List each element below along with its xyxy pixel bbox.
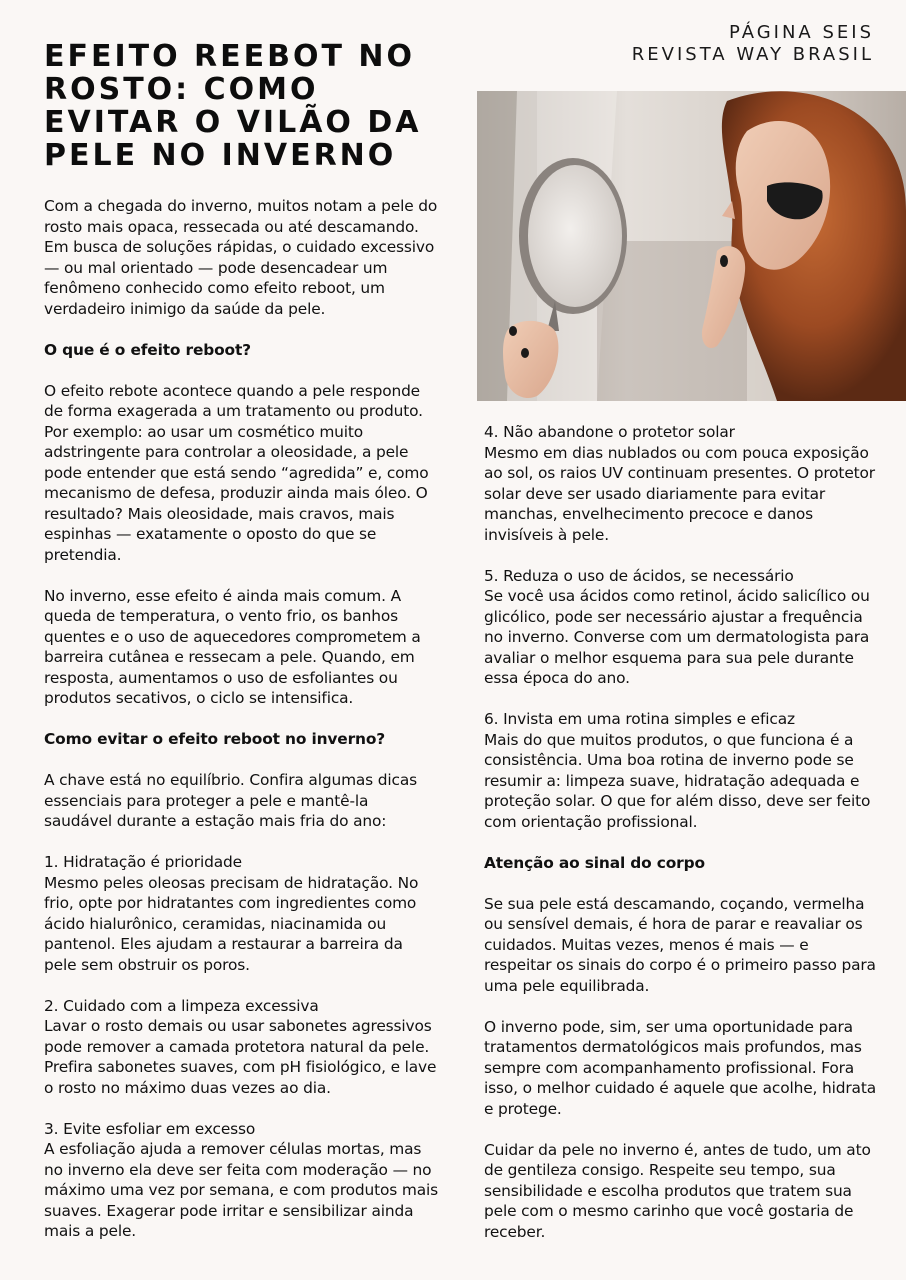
section-heading-how-to-avoid: Como evitar o efeito reboot no inverno? [44,730,386,748]
tip-6 [484,709,876,832]
paragraph-signals: Se sua pele está descamando, coçando, vermelha ou sensível demais, é hora de parar e reavaliar os cuidados. Muitas vezes, menos é mais — e respeitar os sinais do corpo é o primeiro passo para uma pele equilibrada. [484,894,876,995]
paragraph-winter: No inverno, esse efeito é ainda mais comum. A queda de temperatura, o vento frio, os banhos quentes e o uso de aquecedores comprometem a barreira cutânea e ressecam a pele. Quando, em resposta, aumentamos o uso de esfoliantes ou produtos secativos, o ciclo se intensifica. [44,586,421,707]
tip-6-text: Mais do que muitos produtos, o que funciona é a consistência. Uma boa rotina de inverno pode se resumir a: limpeza suave, hidratação adequada e proteção solar. O que for além disso, deve ser feito com orientação profissional. [484,730,871,831]
tip-1 [44,852,438,975]
article-title: EFEITO REEBOT NO ROSTO: COMO EVITAR O VILÃO DA PELE NO INVERNO [44,39,422,173]
page-number-label: PÁGINA SEIS [729,22,874,43]
left-column [44,196,438,1262]
paragraph-definition: O efeito rebote acontece quando a pele responde de forma exagerada a um tratamento ou produto. Por exemplo: ao usar um cosmético muito adstringente para controlar a oleosidade, a pele pode entender que está sendo “agredida” e, como mecanismo de defesa, produzir ainda mais óleo. O resultado? Mais oleosidade, mais cravos, mais espinhas — exatamente o oposto do que se pretendia. [44,381,429,564]
section-heading-what-is: O que é o efeito reboot? [44,340,251,359]
tip-4 [484,422,876,545]
tip-3-text: A esfoliação ajuda a remover células mortas, mas no inverno ela deve ser feita com moderação — no máximo uma vez por semana, e com produtos mais suaves. Exagerar pode irritar e sensibilizar ainda mais a pele. [44,1140,439,1240]
tip-2-title: 2. Cuidado com a limpeza excessiva [44,996,319,1015]
tip-4-text: Mesmo em dias nublados ou com pouca exposição ao sol, os raios UV continuam presentes. O protetor solar deve ser usado diariamente para evitar manchas, envelhecimento precoce e danos invisíveis à pele. [484,443,875,544]
magazine-name: REVISTA WAY BRASIL [631,44,874,65]
tip-5-text: Se você usa ácidos como retinol, ácido salicílico ou glicólico, pode ser necessário ajustar a frequência no inverno. Converse com um dermatologista para avaliar o melhor esquema para sua pele durante essa época do ano. [484,587,870,687]
section-heading-body-signals: Atenção ao sinal do corpo [484,853,705,872]
woman-with-mirror-photo [477,91,906,401]
tip-5-title: 5. Reduza o uso de ácidos, se necessário [484,566,794,585]
tip-1-text: Mesmo peles oleosas precisam de hidratação. No frio, opte por hidratantes com ingredientes como ácido hialurônico, ceramidas, niacinamida ou pantenol. Eles ajudam a restaurar a barreira da pele sem obstruir os poros. [44,873,419,974]
tip-6-title: 6. Invista em uma rotina simples e eficaz [484,710,795,728]
tip-5 [484,566,876,689]
article-photo [477,91,906,401]
intro-paragraph: Com a chegada do inverno, muitos notam a pele do rosto mais opaca, ressecada ou até descamando. Em busca de soluções rápidas, o cuidado excessivo — ou mal orientado — pode desencadear um fenômeno conhecido como efeito reboot, um verdadeiro inimigo da saúde da pele. [44,197,438,318]
paragraph-opportunity: O inverno pode, sim, ser uma oportunidade para tratamentos dermatológicos mais profundos, mas sempre com acompanhamento profissional. Fora isso, o melhor cuidado é aquele que acolhe, hidrata e protege. [484,1017,876,1118]
paragraph-balance: A chave está no equilíbrio. Confira algumas dicas essenciais para proteger a pele e mantê-la saudável durante a estação mais fria do ano: [44,771,418,830]
page-header [632,22,874,66]
tip-3-title: 3. Evite esfoliar em excesso [44,1119,256,1138]
right-column [484,422,876,1263]
tip-2-text: Lavar o rosto demais ou usar sabonetes agressivos pode remover a camada protetora natural da pele. Prefira sabonetes suaves, com pH fisiológico, e lave o rosto no máximo duas vezes ao dia. [44,1017,437,1097]
tip-2 [44,996,438,1099]
tip-3 [44,1119,438,1242]
paragraph-conclusion: Cuidar da pele no inverno é, antes de tudo, um ato de gentileza consigo. Respeite seu tempo, sua sensibilidade e escolha produtos que tratem sua pele com o mesmo carinho que você gostaria de receber. [484,1140,871,1241]
tip-4-title: 4. Não abandone o protetor solar [484,423,735,441]
tip-1-title: 1. Hidratação é prioridade [44,853,242,871]
